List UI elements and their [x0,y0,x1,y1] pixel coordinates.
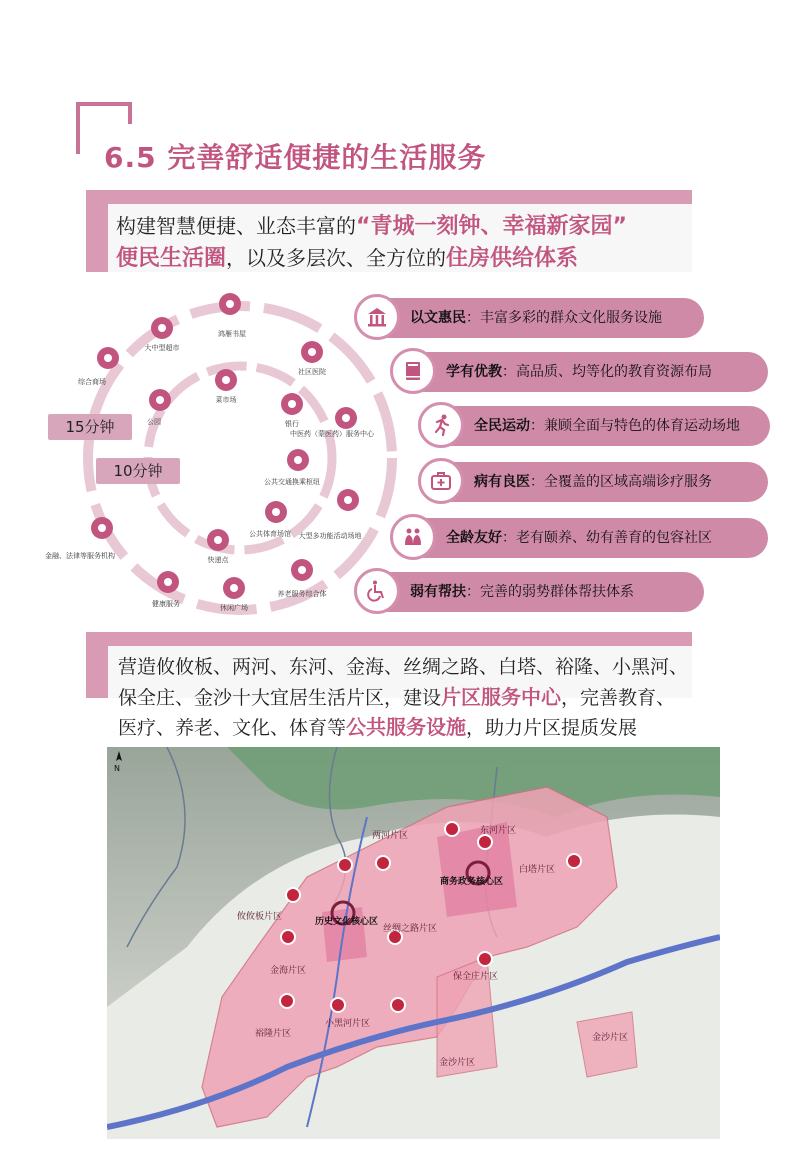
cart-icon [151,317,173,339]
medkit-icon [418,458,464,504]
intro-text: ，以及多层次、全方位的 [226,246,447,270]
family-icon [390,514,436,560]
intro-top-bar [86,190,692,204]
ring-10min-label: 10分钟 [96,458,180,484]
compass-label: N [114,764,120,773]
pill-desc: ：老有颐养、幼有善育的包容社区 [502,530,712,546]
mall-icon [97,347,119,369]
service-label: 社区医院 [298,368,326,376]
district-label: 金沙片区 [592,1033,629,1043]
park-icon [149,389,171,411]
wheelchair-icon [354,568,400,614]
intro-text: 构建智慧便捷、业态丰富的 [116,214,356,238]
pill-title: 弱有帮扶 [410,584,466,600]
pill-desc: ：高品质、均等化的教育资源布局 [502,364,712,380]
service-label: 鸿雁书屋 [218,330,246,338]
pill-all-ages [392,518,768,558]
intro-highlight: 住房供给体系 [446,246,579,271]
money-bag-icon [281,393,303,415]
district-label: 保全庄片区 [453,972,499,982]
service-label: 公共体育场馆 [249,530,291,538]
intro-line-1 [116,210,627,243]
service-label: 金融、法律等服务机构 [45,552,115,560]
service-label: 中医药（蒙医药）服务中心 [290,430,374,438]
plan-text: ，完善教育、 [561,687,676,709]
district-label: 攸攸板片区 [237,912,283,922]
service-label: 快递点 [207,556,229,564]
service-label: 银行 [285,420,299,428]
plan-top-bar [86,632,692,646]
pill-title: 全龄友好 [446,530,502,546]
sports-icon [265,501,287,523]
core-label: 历史文化核心区 [315,917,379,927]
service-label: 公园 [147,418,161,426]
service-label: 菜市场 [215,396,237,404]
intro-highlight: 便民生活圈 [116,246,227,271]
intro-highlight: “青城一刻钟、幸福新家园” [356,214,627,239]
intro-line-2 [116,242,578,275]
runner-icon [418,402,464,448]
plan-highlight: 片区服务中心 [441,685,562,709]
pill-title: 病有良医 [474,474,530,490]
section-title: 6.5 完善舒适便捷的生活服务 [104,141,487,174]
service-label: 大型多功能活动场地 [298,532,362,540]
plan-line-2 [118,682,675,713]
life-circle-diagram [40,288,400,628]
museum-icon [354,294,400,340]
basket-icon [215,369,237,391]
hospital-icon [301,341,323,363]
pill-sports [420,406,770,446]
district-label: 小黑河片区 [325,1019,371,1029]
pill-assistance [356,572,704,612]
elderly-icon [291,559,313,581]
district-label: 金海片区 [270,966,307,976]
health-icon [157,571,179,593]
plan-text: ，助力片区提质发展 [466,717,638,739]
plan-line-3 [118,712,637,743]
book-icon [390,348,436,394]
jinsha-east-area [577,1012,637,1077]
pill-desc: ：完善的弱势群体帮扶体系 [466,584,634,600]
plan-highlight: 公共服务设施 [346,715,467,739]
pill-title: 全民运动 [474,418,530,434]
history-core-area [322,907,367,962]
stadium-icon [337,489,359,511]
district-label: 金沙片区 [439,1058,476,1068]
service-label: 综合商场 [78,378,106,386]
people-icon [91,517,113,539]
plan-line-1: 营造攸攸板、两河、东河、金海、丝绸之路、白塔、裕隆、小黑河、 [118,656,689,678]
pill-culture [356,298,704,338]
district-label: 两河片区 [372,831,409,841]
intro-left-bar [86,190,108,272]
district-label: 丝绸之路片区 [383,924,438,934]
pill-education [392,352,768,392]
district-label: 东河片区 [480,826,517,836]
pill-desc: ：全覆盖的区域高端诊疗服务 [530,474,712,490]
pill-desc: ：丰富多彩的群众文化服务设施 [466,310,662,326]
plan-text: 保全庄、金沙十大宜居生活片区，建设 [118,687,442,709]
book-stack-icon [219,293,241,315]
service-label: 健康服务 [152,600,180,608]
service-label: 大中型超市 [144,344,180,352]
plan-left-bar [86,632,108,698]
district-label: 白塔片区 [519,865,556,875]
service-label: 养老服务综合体 [277,590,327,598]
medical-cross-icon [335,407,357,429]
service-label: 公共交通换乘枢纽 [264,478,320,486]
core-label: 商务政务核心区 [440,877,504,887]
courier-icon [207,529,229,551]
pill-desc: ：兼顾全面与特色的体育运动场地 [530,418,740,434]
pill-title: 学有优教 [446,364,502,380]
district-label: 裕隆片区 [255,1029,292,1039]
ring-15min-label: 15分钟 [48,414,132,440]
plan-text: 医疗、养老、文化、体育等 [118,717,347,739]
district-map [107,747,720,1139]
service-label: 休闲广场 [220,604,248,612]
bus-icon [287,449,309,471]
pill-title: 以文惠民 [410,310,466,326]
plaza-icon [223,577,245,599]
pill-medical [420,462,768,502]
